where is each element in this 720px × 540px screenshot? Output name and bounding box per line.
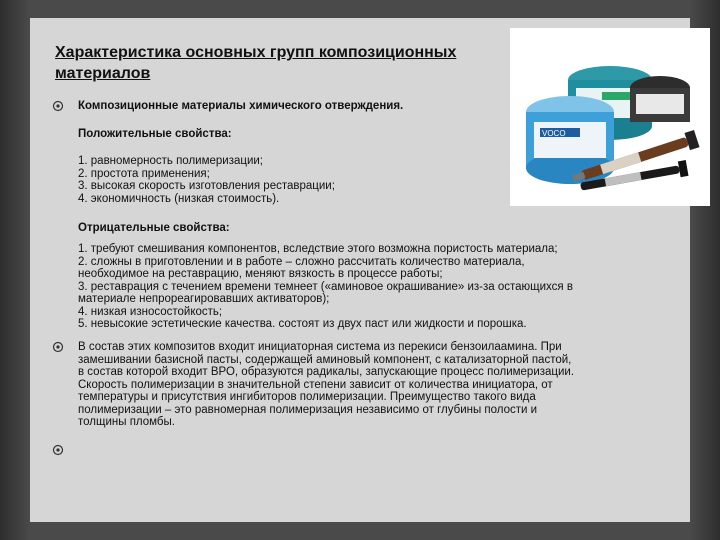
positive-properties-list: 1. равномерность полимеризации; 2. простота применения; 3. высокая скорость изготовления реставрации; 4. экономичность (низкая стоимость). <box>78 155 335 205</box>
circled-dot-icon <box>52 100 64 112</box>
slide-title: Характеристика основных групп композиционных материалов <box>55 44 457 82</box>
product-label-text: VOCO <box>542 129 566 138</box>
negative-properties-list: 1. требуют смешивания компонентов, вследствие этого возможна пористость материала; 2. сложны в приготовлении и в работе – сложно рассчитать количество материала, необходимое на реставрацию, меняют вязкость в процессе работы; 3. реставрация с течением времени темнеет («аминовое окрашивание» из-за остающихся в материале непрореагировавших активаторов); 4. низкая износостойкость; 5. невысокие эстетические качества. состоят из двух паст или жидкости и порошка. <box>78 243 573 330</box>
negative-properties-title: Отрицательные свойства: <box>78 222 230 234</box>
positive-properties-title: Положительные свойства: <box>78 128 232 140</box>
circled-dot-icon <box>52 444 64 456</box>
section-heading-chemical-curing: Композиционные материалы химического отверждения. <box>78 100 404 112</box>
product-image <box>510 28 710 206</box>
product-photo-illustration <box>510 28 710 206</box>
initiator-system-paragraph: В состав этих композитов входит инициаторная система из перекиси бензоилаамина. При замешивании базисной пасты, содержащей аминовый компонент, с катализаторной пастой, в состав которой входит ВРО, образуются радикалы, запускающие процесс полимеризации. Скорость полимеризации в значительной степени зависит от количества инициатора, от температуры и присутствия ингибиторов полимеризации. Преимущество такого вида полимеризации – это равномерная полимеризация независимо от глубины полости и толщины пломбы. <box>78 341 575 428</box>
circled-dot-icon <box>52 341 64 353</box>
